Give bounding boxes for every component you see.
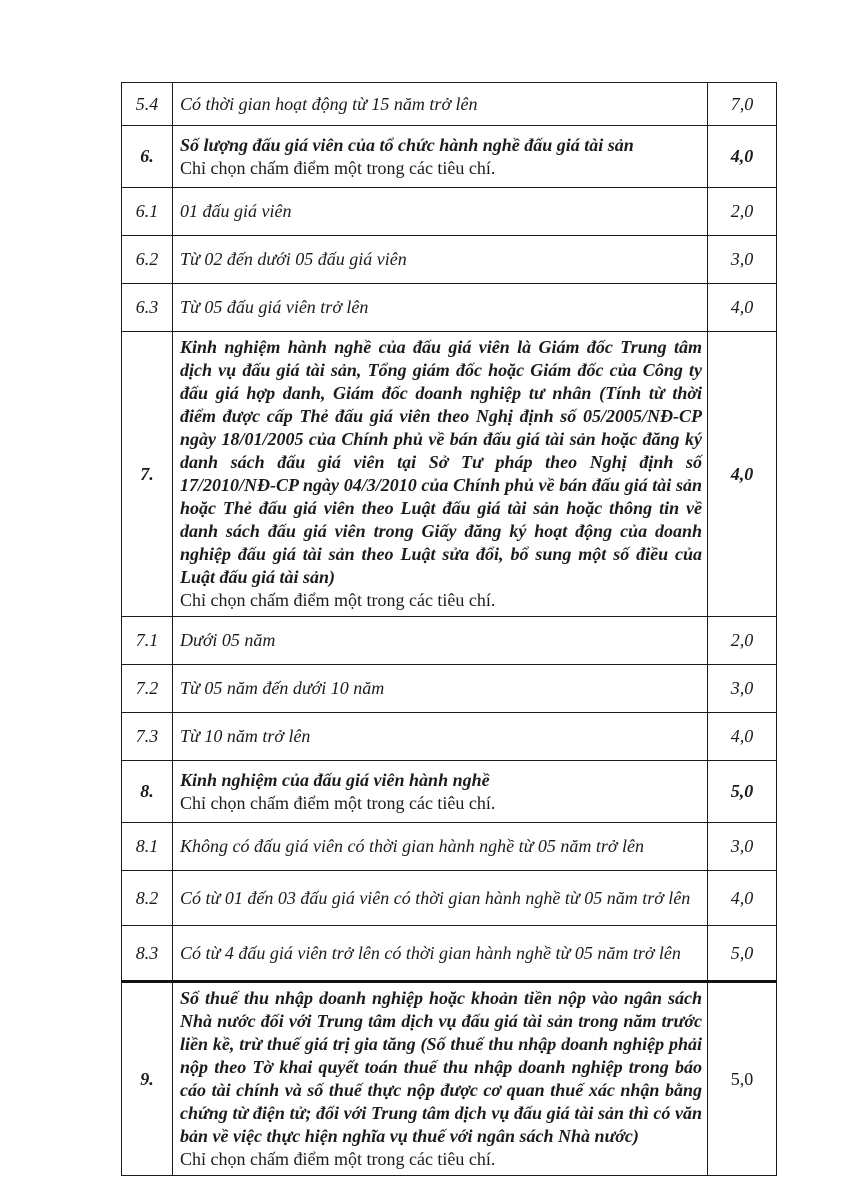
criteria-cell	[173, 761, 708, 823]
criteria-cell	[173, 332, 708, 617]
criteria-cell: Có từ 01 đến 03 đấu giá viên có thời gian hành nghề từ 05 năm trở lên	[173, 871, 708, 926]
row-number: 8.2	[122, 871, 173, 926]
score-cell: 4,0	[708, 713, 777, 761]
scoring-table	[121, 82, 777, 1176]
table-row	[122, 823, 777, 871]
table-row	[122, 83, 777, 126]
criteria-cell: Từ 05 năm đến dưới 10 năm	[173, 665, 708, 713]
score-cell: 3,0	[708, 665, 777, 713]
score-cell: 5,0	[708, 982, 777, 1176]
row-number: 7.	[122, 332, 173, 617]
score-cell: 3,0	[708, 823, 777, 871]
criteria-heading: Kinh nghiệm của đấu giá viên hành nghề	[180, 769, 490, 790]
table-row	[122, 617, 777, 665]
criteria-cell: Từ 10 năm trở lên	[173, 713, 708, 761]
criteria-paragraph: Số thuế thu nhập doanh nghiệp hoặc khoản tiền nộp vào ngân sách Nhà nước đối với Trung tâm dịch vụ đấu giá tài sản trong năm trước liền kề, trừ thuế giá trị gia tăng (Số thuế thu nhập doanh nghiệp phải nộp theo Tờ khai quyết toán thuế thu nhập doanh nghiệp trong báo cáo tài chính và số thuế thực nộp được cơ quan thuế xác nhận bằng chứng từ điện tử; đối với Trung tâm dịch vụ đấu giá tài sản thì có văn bản về việc thực hiện nghĩa vụ thuế với ngân sách Nhà nước)	[180, 988, 702, 1146]
criteria-cell: Dưới 05 năm	[173, 617, 708, 665]
table-row	[122, 236, 777, 284]
criteria-cell	[173, 126, 708, 188]
table-row	[122, 982, 777, 1176]
row-number: 8.3	[122, 926, 173, 982]
criteria-cell: Có từ 4 đấu giá viên trở lên có thời gian hành nghề từ 05 năm trở lên	[173, 926, 708, 982]
row-number: 9.	[122, 982, 173, 1176]
criteria-note: Chỉ chọn chấm điểm một trong các tiêu chí.	[180, 157, 496, 178]
criteria-cell	[173, 982, 708, 1176]
score-cell: 4,0	[708, 284, 777, 332]
row-number: 8.1	[122, 823, 173, 871]
table-row	[122, 284, 777, 332]
criteria-cell: Không có đấu giá viên có thời gian hành nghề từ 05 năm trở lên	[173, 823, 708, 871]
row-number: 7.3	[122, 713, 173, 761]
table-row	[122, 188, 777, 236]
score-cell: 5,0	[708, 926, 777, 982]
table-row	[122, 871, 777, 926]
row-number: 7.2	[122, 665, 173, 713]
row-number: 6.	[122, 126, 173, 188]
table-row	[122, 713, 777, 761]
row-number: 7.1	[122, 617, 173, 665]
table-row	[122, 126, 777, 188]
score-cell: 4,0	[708, 332, 777, 617]
score-cell: 5,0	[708, 761, 777, 823]
criteria-note: Chỉ chọn chấm điểm một trong các tiêu chí.	[180, 590, 496, 610]
score-cell: 2,0	[708, 617, 777, 665]
score-cell: 4,0	[708, 871, 777, 926]
criteria-cell: Có thời gian hoạt động từ 15 năm trở lên	[173, 83, 708, 126]
score-cell: 7,0	[708, 83, 777, 126]
table-row	[122, 761, 777, 823]
table-row	[122, 665, 777, 713]
table-row	[122, 926, 777, 982]
row-number: 6.2	[122, 236, 173, 284]
criteria-cell: Từ 05 đấu giá viên trở lên	[173, 284, 708, 332]
row-number: 6.1	[122, 188, 173, 236]
score-cell: 4,0	[708, 126, 777, 188]
criteria-cell: 01 đấu giá viên	[173, 188, 708, 236]
table-row	[122, 332, 777, 617]
row-number: 8.	[122, 761, 173, 823]
criteria-note: Chỉ chọn chấm điểm một trong các tiêu chí.	[180, 792, 496, 813]
row-number: 6.3	[122, 284, 173, 332]
row-number: 5.4	[122, 83, 173, 126]
criteria-paragraph: Kinh nghiệm hành nghề của đấu giá viên là Giám đốc Trung tâm dịch vụ đấu giá tài sản, Tổng giám đốc hoặc Giám đốc của Công ty đấu giá hợp danh, Giám đốc doanh nghiệp tư nhân (Tính từ thời điểm được cấp Thẻ đấu giá viên theo Nghị định số 05/2005/NĐ-CP ngày 18/01/2005 của Chính phủ về bán đấu giá tài sản hoặc đăng ký danh sách đấu giá viên tại Sở Tư pháp theo Nghị định số 17/2010/NĐ-CP ngày 04/3/2010 của Chính phủ về bán đấu giá tài sản hoặc Thẻ đấu giá viên theo Luật đấu giá tài sản hoặc thông tin về danh sách đấu giá viên trong Giấy đăng ký hoạt động của doanh nghiệp đấu giá tài sản theo Luật sửa đổi, bổ sung một số điều của Luật đấu giá tài sản)	[180, 337, 702, 587]
criteria-heading: Số lượng đấu giá viên của tổ chức hành nghề đấu giá tài sản	[180, 134, 634, 155]
score-cell: 2,0	[708, 188, 777, 236]
criteria-note: Chỉ chọn chấm điểm một trong các tiêu chí.	[180, 1149, 496, 1169]
score-cell: 3,0	[708, 236, 777, 284]
criteria-cell: Từ 02 đến dưới 05 đấu giá viên	[173, 236, 708, 284]
